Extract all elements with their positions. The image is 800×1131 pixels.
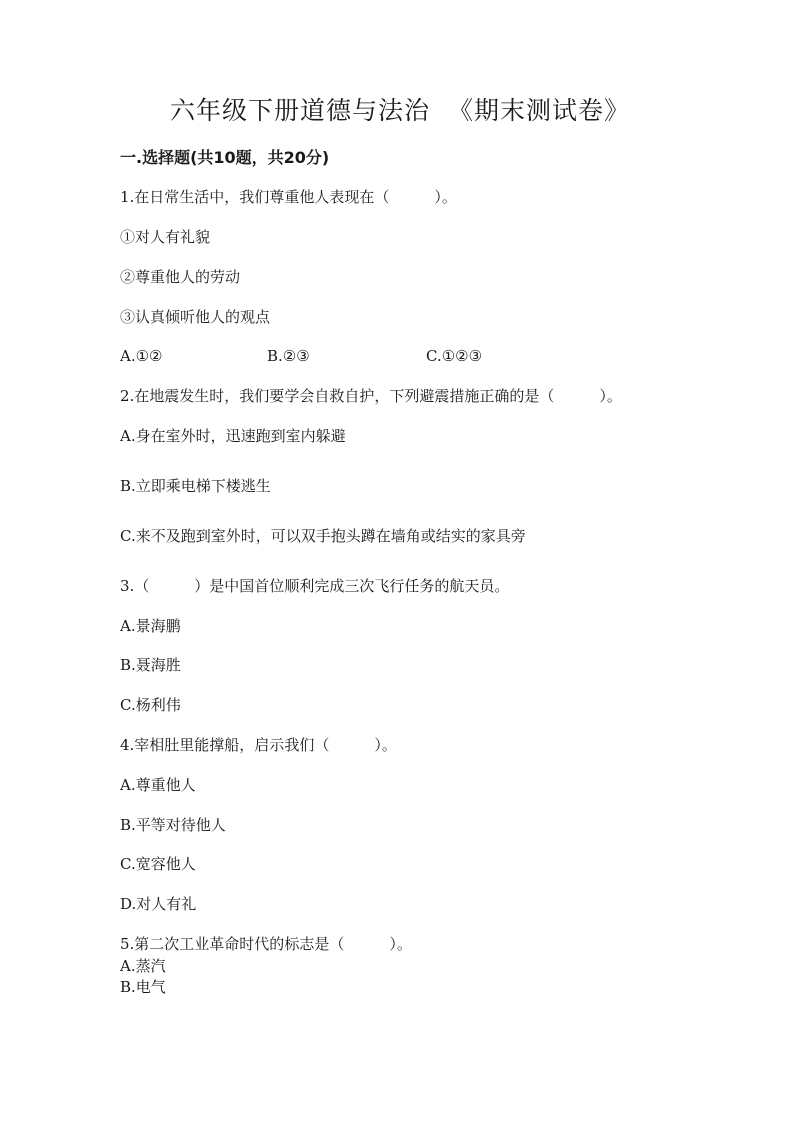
question-3-option-b: B.聂海胜 xyxy=(120,656,181,674)
question-4-option-b: B.平等对待他人 xyxy=(120,816,226,834)
question-1-statement-1: ①对人有礼貌 xyxy=(120,228,211,246)
question-4-stem: 4.宰相肚里能撑船，启示我们（ ）。 xyxy=(120,736,397,754)
question-2-option-c: C.来不及跑到室外时，可以双手抱头蹲在墙角或结实的家具旁 xyxy=(120,527,526,545)
question-1-option-a: A.①② xyxy=(120,347,163,365)
question-3-option-c: C.杨利伟 xyxy=(120,696,181,714)
question-4-option-d: D.对人有礼 xyxy=(120,895,197,913)
section-heading-multiple-choice: 一.选择题(共10题，共20分) xyxy=(120,148,330,167)
question-1-stem: 1.在日常生活中，我们尊重他人表现在（ ）。 xyxy=(120,188,457,206)
question-2-option-a: A.身在室外时，迅速跑到室内躲避 xyxy=(120,427,346,445)
question-5-stem: 5.第二次工业革命时代的标志是（ ）。 xyxy=(120,935,412,953)
question-4-option-c: C.宽容他人 xyxy=(120,855,196,873)
question-1-statement-2: ②尊重他人的劳动 xyxy=(120,268,241,286)
question-5-option-b: B.电气 xyxy=(120,978,166,996)
question-3-option-a: A.景海鹏 xyxy=(120,617,181,635)
question-2-option-b: B.立即乘电梯下楼逃生 xyxy=(120,477,271,495)
question-4-option-a: A.尊重他人 xyxy=(120,776,196,794)
question-1-option-b: B.②③ xyxy=(267,347,310,365)
question-1-option-c: C.①②③ xyxy=(426,347,483,365)
question-1-statement-3: ③认真倾听他人的观点 xyxy=(120,308,271,326)
question-2-stem: 2.在地震发生时，我们要学会自救自护，下列避震措施正确的是（ ）。 xyxy=(120,387,622,405)
exam-title: 六年级下册道德与法治 《期末测试卷》 xyxy=(170,96,630,125)
question-3-stem: 3.（ ）是中国首位顺利完成三次飞行任务的航天员。 xyxy=(120,577,510,595)
question-5-option-a: A.蒸汽 xyxy=(120,957,166,975)
